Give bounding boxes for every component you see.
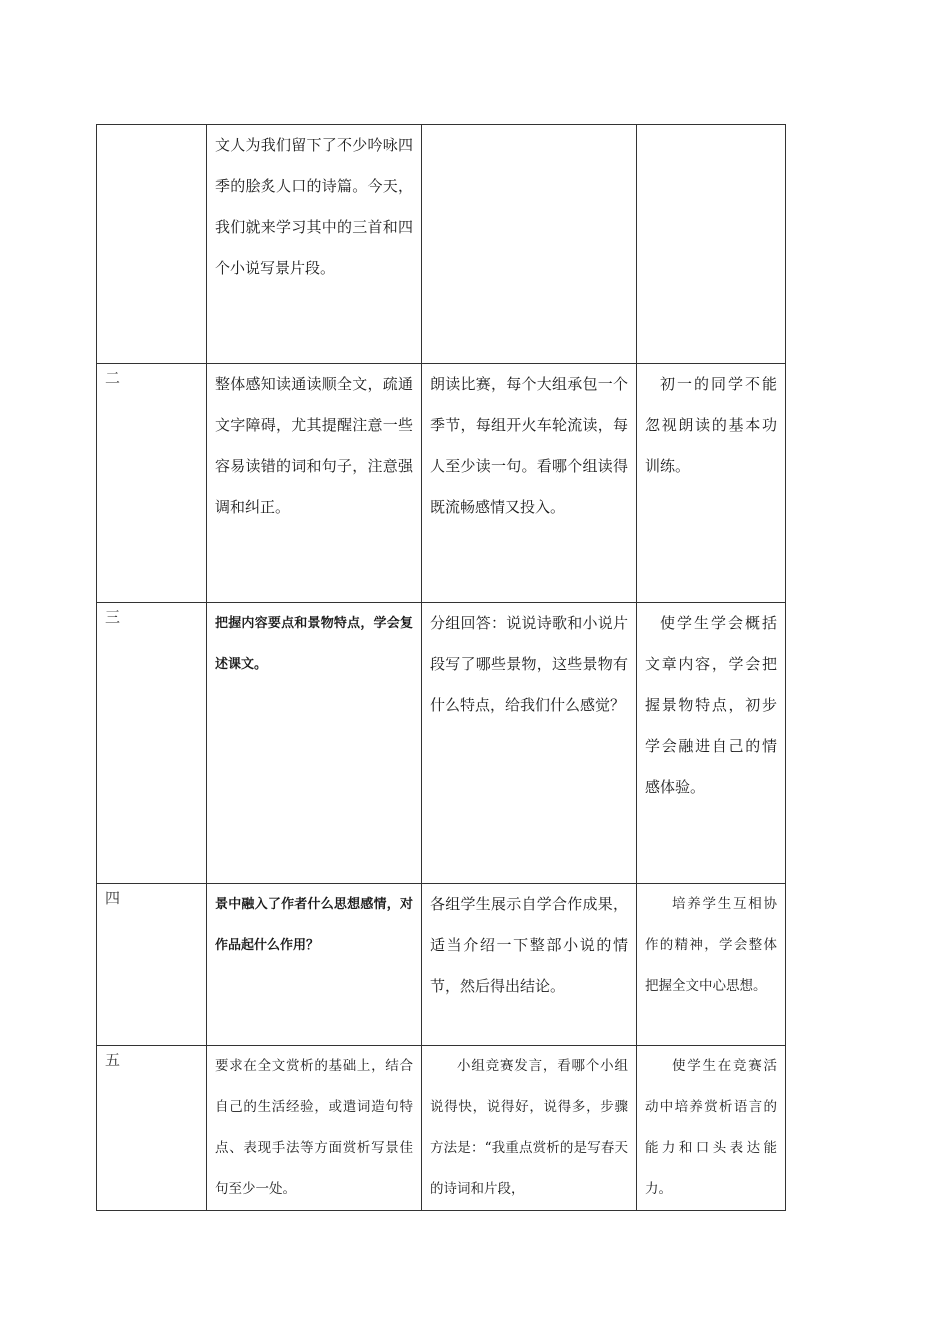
step-number-cell: 五 [97,1046,207,1211]
table-row [97,125,786,364]
student-activity-cell [422,603,637,884]
table-row [97,1046,786,1211]
design-intent-cell [637,364,786,603]
design-intent-text: 使学生学会概括文章内容，学会把握景物特点，初步学会融进自己的情感体验。 [645,614,777,796]
teaching-content-cell [207,1046,422,1211]
teaching-content-text: 要求在全文赏析的基础上，结合自己的生活经验，或遣词造句特点、表现手法等方面赏析写景佳句至少一处。 [215,1058,413,1197]
table-row [97,364,786,603]
table-row [97,884,786,1046]
teaching-content-text: 景中融入了作者什么思想感情，对作品起什么作用？ [215,897,413,953]
teaching-content-text: 把握内容要点和景物特点，学会复述课文。 [215,616,413,672]
teaching-content-text: 文人为我们留下了不少吟咏四季的脍炙人口的诗篇。今天，我们就来学习其中的三首和四个小说写景片段。 [215,136,413,277]
student-activity-cell [422,884,637,1046]
teaching-content-cell [207,884,422,1046]
design-intent-cell [637,125,786,364]
student-activity-text: 小组竞赛发言，看哪个小组说得快，说得好，说得多，步骤方法是：“我重点赏析的是写春天的诗词和片段， [430,1058,628,1197]
table-row [97,603,786,884]
design-intent-cell [637,884,786,1046]
student-activity-cell [422,125,637,364]
teaching-content-cell [207,364,422,603]
step-number-cell [97,125,207,364]
design-intent-text: 使学生在竞赛活动中培养赏析语言的能力和口头表达能力。 [645,1058,777,1197]
step-number-cell: 三 [97,603,207,884]
design-intent-cell [637,603,786,884]
student-activity-text: 各组学生展示自学合作成果，适当介绍一下整部小说的情节，然后得出结论。 [430,895,628,995]
design-intent-text: 初一的同学不能忽视朗读的基本功训练。 [645,375,777,475]
step-number-cell: 四 [97,884,207,1046]
student-activity-text: 分组回答：说说诗歌和小说片段写了哪些景物，这些景物有什么特点，给我们什么感觉？ [430,614,628,714]
design-intent-text: 培养学生互相协作的精神，学会整体把握全文中心思想。 [645,896,777,994]
teaching-content-cell [207,603,422,884]
design-intent-cell [637,1046,786,1211]
step-number-cell: 二 [97,364,207,603]
student-activity-cell [422,364,637,603]
lesson-plan-table [96,124,786,1211]
student-activity-text: 朗读比赛，每个大组承包一个季节，每组开火车轮流读，每人至少读一句。看哪个组读得既流畅感情又投入。 [430,375,628,516]
student-activity-cell [422,1046,637,1211]
teaching-content-text: 整体感知读通读顺全文，疏通文字障碍，尤其提醒注意一些容易读错的词和句子，注意强调和纠正。 [215,375,413,516]
teaching-content-cell [207,125,422,364]
